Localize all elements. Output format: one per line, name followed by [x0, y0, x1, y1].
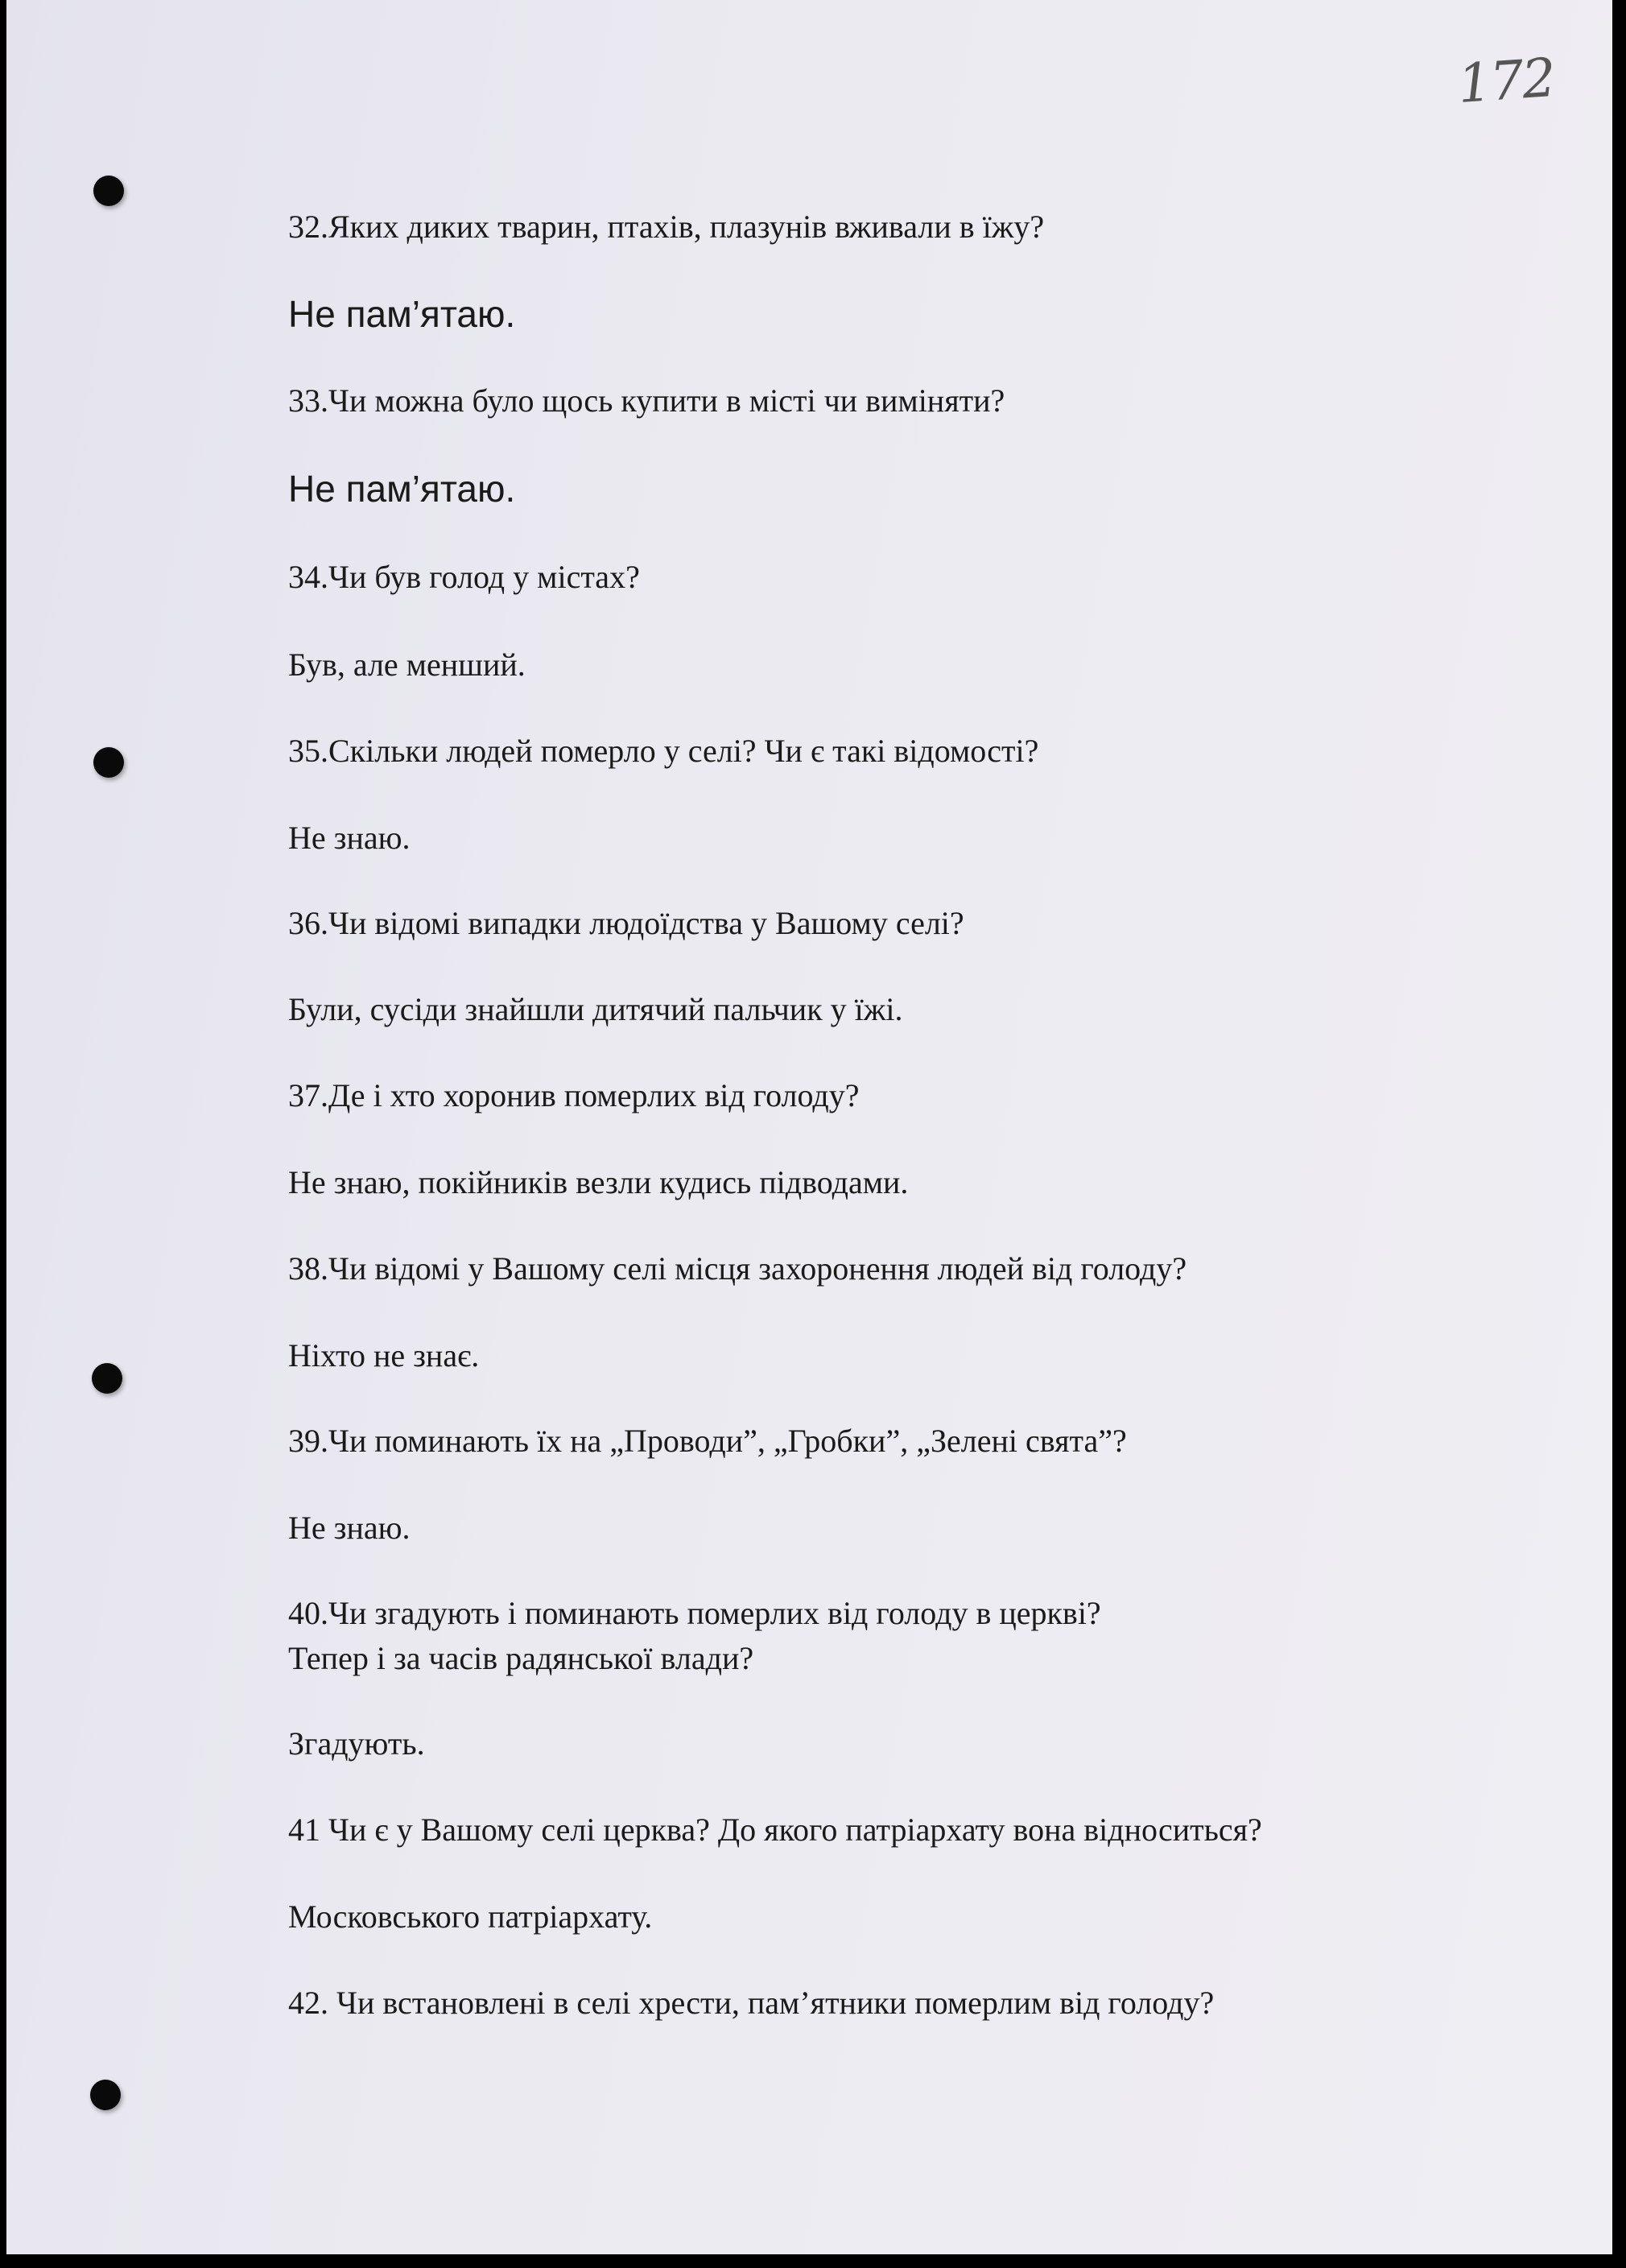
- question-34: 34.Чи був голод у містах?: [288, 559, 640, 595]
- question-40: 40.Чи згадують і поминають померлих від голоду в церкві?: [288, 1595, 1101, 1631]
- question-32: 32.Яких диких тварин, птахів, плазунів вживали в їжу?: [288, 209, 1045, 245]
- punch-hole-2: [93, 747, 124, 778]
- answer-40: Згадують.: [288, 1725, 425, 1762]
- answer-39: Не знаю.: [288, 1510, 411, 1546]
- answer-37: Не знаю, покійників везли кудись підводами.: [288, 1164, 909, 1200]
- question-37: 37.Де і хто хоронив померлих від голоду?: [288, 1077, 860, 1113]
- question-35: 35.Скільки людей померло у селі? Чи є такі відомості?: [288, 733, 1039, 769]
- answer-33: Не пам’ятаю.: [288, 468, 516, 510]
- handwritten-page-number: 172: [1455, 46, 1557, 116]
- question-36: 36.Чи відомі випадки людоїдства у Вашому селі?: [288, 905, 964, 941]
- question-41: 41 Чи є у Вашому селі церква? До якого патріархату вона відноситься?: [288, 1812, 1262, 1848]
- answer-41: Московського патріархату.: [288, 1898, 653, 1935]
- answer-34: Був, але менший.: [288, 647, 526, 683]
- document-page: [6, 0, 1612, 2254]
- punch-hole-3: [92, 1363, 122, 1394]
- question-38: 38.Чи відомі у Вашому селі місця захоронення людей від голоду?: [288, 1250, 1187, 1287]
- question-40-line2: Тепер і за часів радянської влади?: [288, 1640, 754, 1676]
- answer-32: Не пам’ятаю.: [288, 293, 516, 335]
- punch-hole-4: [90, 2080, 121, 2110]
- punch-hole-1: [93, 176, 124, 206]
- question-39: 39.Чи поминають їх на „Проводи”, „Гробки”, „Зелені свята”?: [288, 1423, 1127, 1459]
- answer-36: Були, сусіди знайшли дитячий пальчик у їжі.: [288, 991, 903, 1027]
- question-33: 33.Чи можна було щось купити в місті чи виміняти?: [288, 382, 1005, 419]
- question-42: 42. Чи встановлені в селі хрести, пам’ятники померлим від голоду?: [288, 1985, 1215, 2021]
- answer-38: Ніхто не знає.: [288, 1337, 480, 1374]
- answer-35: Не знаю.: [288, 820, 411, 856]
